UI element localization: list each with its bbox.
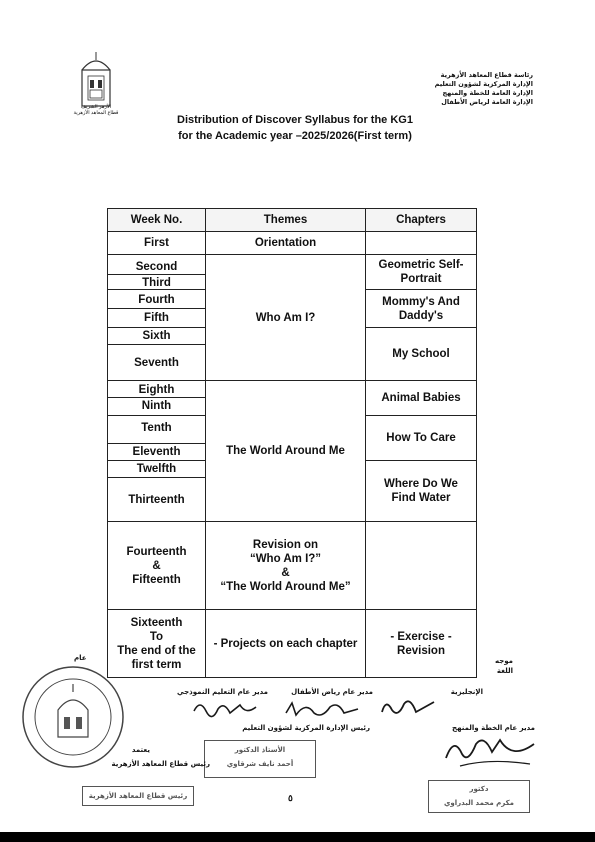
week-fourth: Fourth (138, 294, 175, 306)
doctor-stamp-line1: الأستاذ الدكتور (234, 746, 286, 754)
sig-approved: يعتمد (131, 746, 150, 754)
sector-stamp: رئيس قطاع المعاهد الأزهرية (82, 786, 194, 806)
right-stamp-line2: مكرم محمد البدراوي (443, 799, 514, 807)
theme-orientation: Orientation (206, 232, 366, 255)
logo-caption (66, 104, 126, 116)
chapter-exercise-line1: - Exercise - (390, 630, 452, 643)
revision-line1: Revision on (252, 538, 319, 551)
week-first: First (108, 232, 206, 255)
round-seal-icon (18, 662, 128, 772)
header-themes: Themes (206, 209, 366, 232)
week-twelfth: Twelfth (108, 461, 206, 478)
right-stamp (428, 780, 530, 813)
week-second-third (108, 255, 206, 290)
theme-world-around-me: The World Around Me (206, 381, 366, 522)
chapter-mommy-line2: Daddy's (398, 309, 444, 322)
table-row (108, 255, 477, 290)
week-tenth-eleventh (108, 416, 206, 461)
week-fourteenth-fifteenth (108, 522, 206, 610)
table-row (108, 610, 477, 678)
chapter-water-line1: Where Do We (384, 478, 458, 490)
chapter-mommy-line1: Mommy's And (382, 295, 460, 308)
header-line4: الإدارة العامة لرياض الأطفال (441, 98, 533, 106)
chapter-empty (366, 232, 477, 255)
sig-model-director: مدير عام التعليم النموذجي (177, 688, 268, 696)
side-label-right-line2: اللغة (496, 667, 513, 675)
header-line2: الإدارة المركزية لشؤون التعليم (434, 80, 533, 88)
chapter-geometric-line1: Geometric Self- (378, 259, 464, 271)
chapter-exercise (366, 610, 477, 678)
week-fifth: Fifth (108, 308, 205, 327)
chapter-where-water (366, 461, 477, 522)
revision-line3: & (281, 566, 290, 579)
bottom-scan-bar (0, 832, 595, 842)
chapter-geometric-line2: Portrait (400, 273, 442, 285)
theme-projects: - Projects on each chapter (206, 610, 366, 678)
header-line1: رئاسة قطاع المعاهد الأزهرية (440, 71, 533, 79)
table-row (108, 232, 477, 255)
table-row (108, 381, 477, 416)
week-sixth: Sixth (108, 328, 206, 345)
al-azhar-emblem-icon (78, 50, 114, 110)
week-seventh: Seventh (108, 345, 206, 381)
week-eighth-ninth (108, 381, 206, 416)
chapter-empty (366, 522, 477, 610)
sig-plan-director: مدير عام الخطة والمنهج (452, 724, 535, 732)
signature-mark-4 (440, 730, 540, 770)
chapter-geometric (366, 255, 477, 290)
week-end-of: The end of the (117, 644, 196, 657)
doctor-stamp (204, 740, 316, 778)
table-row (108, 522, 477, 610)
header-week-no: Week No. (108, 209, 206, 232)
week-fifteenth: Fifteenth (132, 573, 181, 586)
chapter-animal-babies: Animal Babies (366, 381, 477, 416)
logo-caption-line1: الأزهر الشريف (80, 104, 112, 110)
signature-mark-1 (190, 697, 260, 719)
page-number: ٥ (288, 793, 293, 803)
week-thirteenth: Thirteenth (108, 478, 206, 522)
right-stamp-line1: دكتور (469, 785, 489, 793)
week-second: Second (135, 261, 178, 273)
header-line3: الإدارة العامة للخطة والمنهج (442, 89, 533, 97)
week-ampersand: & (152, 559, 161, 572)
signature-mark-3 (378, 694, 438, 720)
title-line1: Distribution of Discover Syllabus for the KG1 (177, 114, 413, 126)
chapter-how-to-care: How To Care (366, 416, 477, 461)
week-third: Third (108, 274, 205, 291)
week-eleventh: Eleventh (108, 443, 205, 460)
sig-kg-director: مدير عام رياض الأطفال (291, 688, 373, 696)
week-sixteenth: Sixteenth (130, 616, 183, 629)
chapter-my-school: My School (366, 328, 477, 381)
week-tenth: Tenth (141, 422, 172, 434)
document-title (150, 112, 440, 144)
side-label-right (495, 656, 513, 676)
week-ninth: Ninth (108, 397, 205, 415)
chapter-water-line2: Find Water (391, 492, 451, 504)
header-chapters: Chapters (366, 209, 477, 232)
signature-mark-2 (282, 697, 362, 721)
table-header-row (108, 209, 477, 232)
side-label-left: عام (74, 654, 87, 662)
week-to: To (149, 630, 164, 643)
week-eighth: Eighth (138, 384, 175, 396)
logo-caption-line2: قطاع المعاهد الأزهرية (73, 110, 119, 116)
revision-line2: “Who Am I?” (249, 552, 322, 565)
chapter-mommy (366, 290, 477, 328)
week-first-term: first term (131, 658, 182, 671)
doctor-stamp-line2: أحمد نايف شرقاوي (226, 760, 294, 768)
title-line2: for the Academic year –2025/2026(First term) (178, 130, 412, 142)
side-label-right-line1: موجه (494, 657, 513, 665)
syllabus-table (107, 208, 477, 678)
revision-line4: “The World Around Me” (220, 580, 351, 593)
sig-sector-head: رئيس قطاع المعاهد الأزهرية (111, 760, 210, 768)
arabic-header (435, 71, 533, 107)
week-fourteenth: Fourteenth (126, 545, 187, 558)
chapter-exercise-line2: Revision (397, 644, 445, 657)
sig-central-head: رئيس الإدارة المركزية لشؤون التعليم (242, 724, 370, 732)
theme-who-am-i: Who Am I? (206, 255, 366, 381)
week-fourth-fifth (108, 290, 206, 328)
theme-revision (206, 522, 366, 610)
sig-english: الإنجليزية (450, 688, 483, 696)
